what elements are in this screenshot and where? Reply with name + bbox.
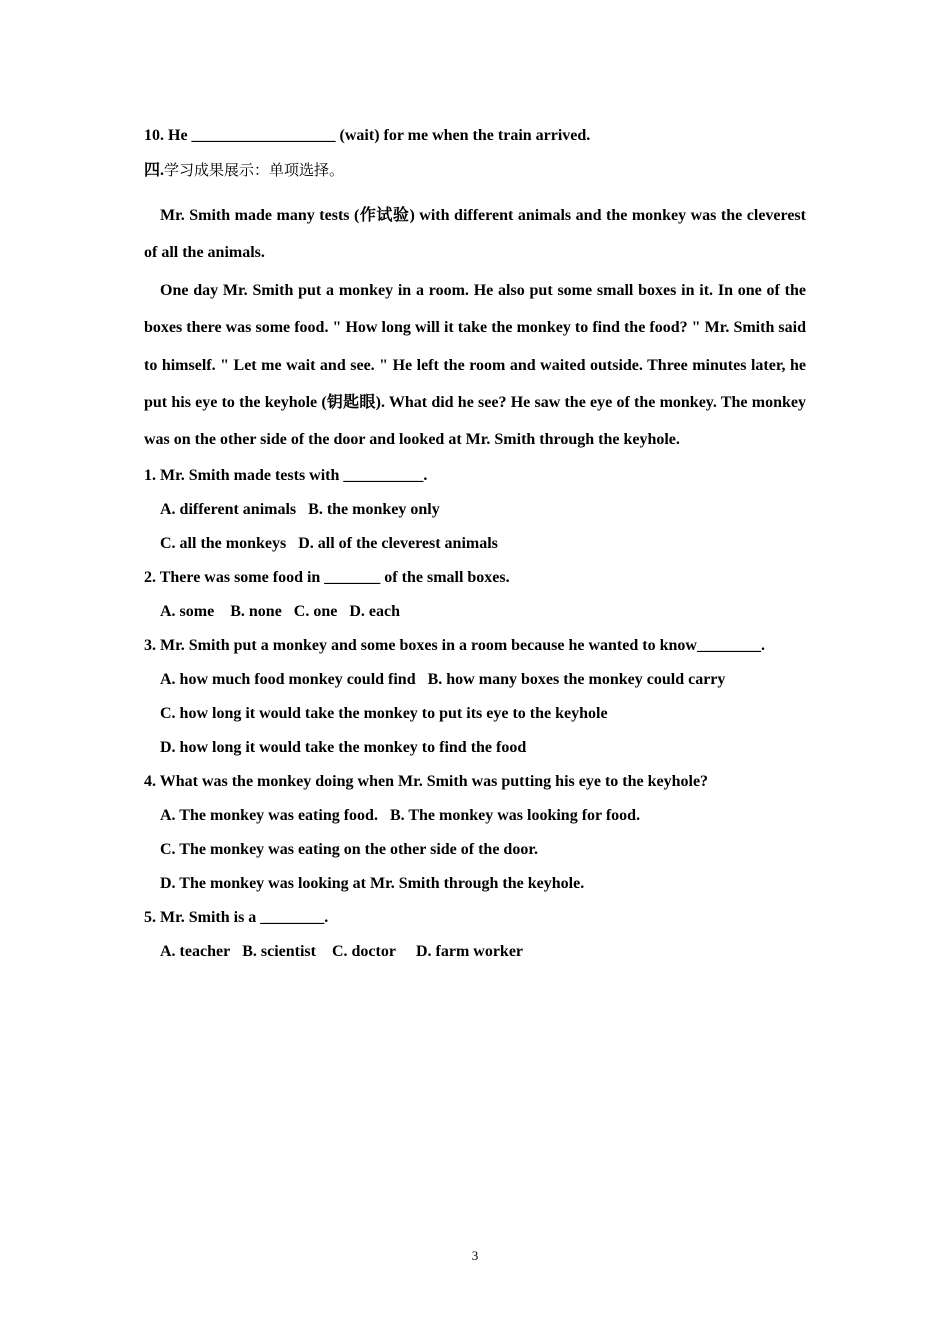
question-5-option-c: C. doctor <box>331 942 396 960</box>
question-1-options-row-1 <box>144 498 806 532</box>
question-2-option-b: B. none <box>230 602 282 620</box>
question-5-option-a: A. teacher <box>160 942 231 960</box>
question-1-option-b: B. the monkey only <box>308 500 440 518</box>
question-4-option-a: A. The monkey was eating food. <box>160 806 378 824</box>
passage-paragraph-1: Mr. Smith made many tests (作试验) with different animals and the monkey was the cleverest of all the animals. <box>144 207 806 262</box>
worksheet-content <box>144 124 806 974</box>
question-3-option-a: A. how much food monkey could find <box>160 670 416 688</box>
question-1-option-c: C. all the monkeys <box>160 534 287 552</box>
question-3-options-row-1 <box>144 668 806 702</box>
question-3-stem: 3. Mr. Smith put a monkey and some boxes in a room because he wanted to know________. <box>144 636 765 654</box>
question-4-options-row-1 <box>144 804 806 838</box>
question-3-option-c: C. how long it would take the monkey to put its eye to the keyhole <box>160 704 608 722</box>
question-4-option-c: C. The monkey was eating on the other side of the door. <box>160 840 538 858</box>
question-5-options-row <box>144 940 806 974</box>
passage-paragraph-2: One day Mr. Smith put a monkey in a room. He also put some small boxes in it. In one of the boxes there was some food. " How long will it take the monkey to find the food? " Mr. Smith said to himself. " Let me wait and see. " He left the room and waited outside. Three minutes later, he put his eye to the keyhole (钥匙眼). What did he see? He saw the eye of the monkey. The monkey was on the other side of the door and looked at Mr. Smith through the keyhole. <box>144 281 806 449</box>
exercise-10: 10. He __________________ (wait) for me when the train arrived. <box>144 127 591 144</box>
section-title: 学习成果展示：单项选择。 <box>164 161 345 179</box>
section-heading <box>144 158 806 192</box>
page-number: 3 <box>471 1248 479 1263</box>
question-2-option-d: D. each <box>349 602 401 620</box>
question-1-stem: 1. Mr. Smith made tests with __________. <box>144 466 428 484</box>
question-2-options-row <box>144 600 806 634</box>
question-5-option-d: D. farm worker <box>415 942 524 960</box>
question-4-option-d: D. The monkey was looking at Mr. Smith through the keyhole. <box>160 874 585 892</box>
reading-passage <box>144 197 806 459</box>
question-5-stem: 5. Mr. Smith is a ________. <box>144 908 329 926</box>
question-5-option-b: B. scientist <box>242 942 316 960</box>
question-3-option-b: B. how many boxes the monkey could carry <box>427 670 726 688</box>
section-number: 四. <box>144 162 165 179</box>
question-1-options-row-2 <box>144 532 806 566</box>
question-4-option-b: B. The monkey was looking for food. <box>389 806 641 824</box>
question-2-stem: 2. There was some food in _______ of the small boxes. <box>144 568 510 586</box>
question-1-option-d: D. all of the cleverest animals <box>298 534 498 552</box>
question-1-option-a: A. different animals <box>160 500 297 518</box>
question-3-option-d: D. how long it would take the monkey to find the food <box>160 738 527 756</box>
question-4-stem: 4. What was the monkey doing when Mr. Smith was putting his eye to the keyhole? <box>144 772 709 790</box>
question-2-option-c: C. one <box>293 602 338 620</box>
question-2-option-a: A. some <box>160 602 215 620</box>
